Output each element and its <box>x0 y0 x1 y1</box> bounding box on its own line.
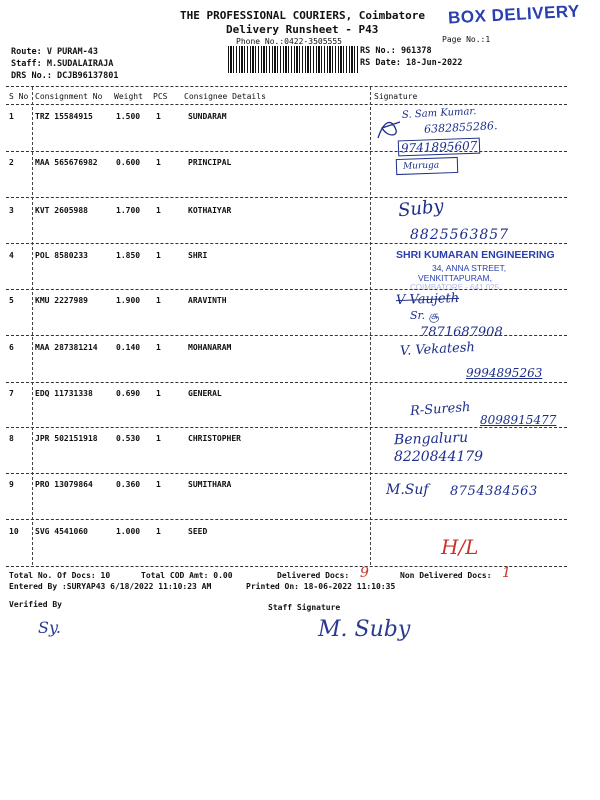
table-header-border <box>6 104 567 105</box>
handwritten-phone: 9994895263 <box>466 366 543 380</box>
row-pcs: 1 <box>156 389 161 398</box>
verified-by-label: Verified By <box>9 600 62 609</box>
header-weight: Weight <box>114 92 143 101</box>
row-divider <box>6 427 567 428</box>
row-consignment: KMU 2227989 <box>35 296 88 305</box>
row-sno: 4 <box>9 251 14 260</box>
row-pcs: 1 <box>156 112 161 121</box>
handwritten-name: V. Vekatesh <box>399 340 476 359</box>
signature-scribble <box>374 116 404 142</box>
staff-signature: M. Suby <box>318 617 411 642</box>
row-pcs: 1 <box>156 251 161 260</box>
handwritten-name: R-Suresh <box>409 399 471 420</box>
table-bottom-border <box>6 566 567 567</box>
header-consignee: Consignee Details <box>184 92 266 101</box>
row-consignee: KOTHAIYAR <box>188 206 232 215</box>
non-delivered-docs-label: Non Delivered Docs: <box>400 571 492 580</box>
handwritten-phone: 9741895607 <box>398 138 481 157</box>
handwritten-phone: 8825563857 <box>410 227 510 243</box>
row-consignee: SHRI <box>188 251 208 260</box>
row-weight: 1.900 <box>116 296 141 305</box>
header-signature: Signature <box>374 92 418 101</box>
row-consignee: ARAVINTH <box>188 296 227 305</box>
row-divider <box>6 197 567 198</box>
company-name: THE PROFESSIONAL COURIERS, Coimbatore <box>180 9 426 22</box>
box-delivery-stamp: BOX DELIVERY <box>447 1 581 28</box>
barcode <box>228 46 358 73</box>
row-consignee: PRINCIPAL <box>188 158 232 167</box>
handwritten-signature: Muruga <box>396 157 459 175</box>
column-divider <box>370 87 371 565</box>
row-pcs: 1 <box>156 480 161 489</box>
row-consignee: SUNDARAM <box>188 112 227 121</box>
row-pcs: 1 <box>156 527 161 536</box>
staff-signature-label: Staff Signature <box>268 603 341 612</box>
row-divider <box>6 519 567 520</box>
handwritten-signature: Suby <box>397 195 445 222</box>
row-weight: 0.600 <box>116 158 141 167</box>
handwritten-phone: 8754384563 <box>450 484 538 499</box>
row-sno: 1 <box>9 112 14 121</box>
row-pcs: 1 <box>156 296 161 305</box>
row-sno: 8 <box>9 434 14 443</box>
row-consignee: CHRISTOPHER <box>188 434 241 443</box>
row-divider <box>6 473 567 474</box>
rs-date: RS Date: 18-Jun-2022 <box>360 58 463 68</box>
printed-on: Printed On: 18-06-2022 11:10:35 <box>246 582 396 591</box>
handwritten-phone: 8098915477 <box>480 413 557 427</box>
row-divider <box>6 382 567 383</box>
row-sno: 7 <box>9 389 14 398</box>
route: Route: V PURAM-43 <box>11 47 98 57</box>
header-pcs: PCS <box>153 92 168 101</box>
header-sno: S No <box>9 92 29 101</box>
delivered-docs-label: Delivered Docs: <box>277 571 350 580</box>
stamp-address-line: 34, ANNA STREET, <box>432 263 507 273</box>
row-consignment: JPR 502151918 <box>35 434 98 443</box>
row-consignee: SEED <box>188 527 208 536</box>
row-sno: 2 <box>9 158 14 167</box>
staff-name: Staff: M.SUDALAIRAJA <box>11 59 114 69</box>
row-consignment: POL 8580233 <box>35 251 88 260</box>
total-docs: Total No. Of Docs: 10 <box>9 571 111 580</box>
row-divider <box>6 243 567 244</box>
handwritten-name: S. Sam Kumar. <box>401 106 477 121</box>
row-weight: 0.360 <box>116 480 141 489</box>
entered-by: Entered By :SURYAP43 6/18/2022 11:10:23 AM <box>9 582 212 591</box>
handwritten-signature: M.Suf <box>386 482 429 498</box>
verified-by-signature: Sy. <box>38 618 61 637</box>
stamp-address-line: COIMBATORE - 641 025. <box>410 283 502 292</box>
stamp-company-name: SHRI KUMARAN ENGINEERING <box>396 249 555 261</box>
handwritten-hl-mark: H/L <box>441 535 479 559</box>
row-consignment: EDQ 11731338 <box>35 389 93 398</box>
runsheet-title: Delivery Runsheet - P43 <box>226 23 379 36</box>
row-pcs: 1 <box>156 206 161 215</box>
handwritten-phone: 7871687908 <box>420 325 503 340</box>
row-weight: 1.850 <box>116 251 141 260</box>
page-number: Page No.:1 <box>442 35 491 44</box>
row-sno: 9 <box>9 480 14 489</box>
stamp-address-line: VENKITTAPURAM, <box>418 273 492 283</box>
handwritten-phone: 8220844179 <box>394 449 484 465</box>
row-consignment: TRZ 15584915 <box>35 112 93 121</box>
handwritten-signature: V Vaujeth <box>395 290 460 309</box>
non-delivered-count: 1 <box>502 565 511 581</box>
column-divider <box>32 87 33 565</box>
row-weight: 1.700 <box>116 206 141 215</box>
handwritten-name: Bengaluru <box>393 429 469 449</box>
row-weight: 0.140 <box>116 343 141 352</box>
delivered-count: 9 <box>360 565 369 581</box>
drs-number: DRS No.: DCJB96137801 <box>11 71 119 81</box>
row-pcs: 1 <box>156 158 161 167</box>
row-pcs: 1 <box>156 434 161 443</box>
row-divider <box>6 151 567 152</box>
row-weight: 0.690 <box>116 389 141 398</box>
rs-number: RS No.: 961378 <box>360 46 432 56</box>
row-consignment: MAA 287381214 <box>35 343 98 352</box>
handwritten-phone: 6382855286. <box>423 119 498 136</box>
phone-number: Phone No.:0422-3505555 <box>236 37 342 46</box>
header-consignment: Consignment No <box>35 92 103 101</box>
row-consignment: SVG 4541060 <box>35 527 88 536</box>
row-weight: 1.500 <box>116 112 141 121</box>
row-sno: 6 <box>9 343 14 352</box>
row-consignment: MAA 565676982 <box>35 158 98 167</box>
row-consignment: KVT 2605988 <box>35 206 88 215</box>
row-weight: 1.000 <box>116 527 141 536</box>
row-sno: 10 <box>9 527 19 536</box>
row-pcs: 1 <box>156 343 161 352</box>
row-sno: 3 <box>9 206 14 215</box>
row-weight: 0.530 <box>116 434 141 443</box>
row-consignee: SUMITHARA <box>188 480 232 489</box>
row-consignee: GENERAL <box>188 389 222 398</box>
handwritten-name: Sr. சூ <box>410 309 440 322</box>
row-consignment: PRO 13079864 <box>35 480 93 489</box>
table-top-border <box>6 86 567 87</box>
row-sno: 5 <box>9 296 14 305</box>
row-consignee: MOHANARAM <box>188 343 232 352</box>
total-cod: Total COD Amt: 0.00 <box>141 571 233 580</box>
